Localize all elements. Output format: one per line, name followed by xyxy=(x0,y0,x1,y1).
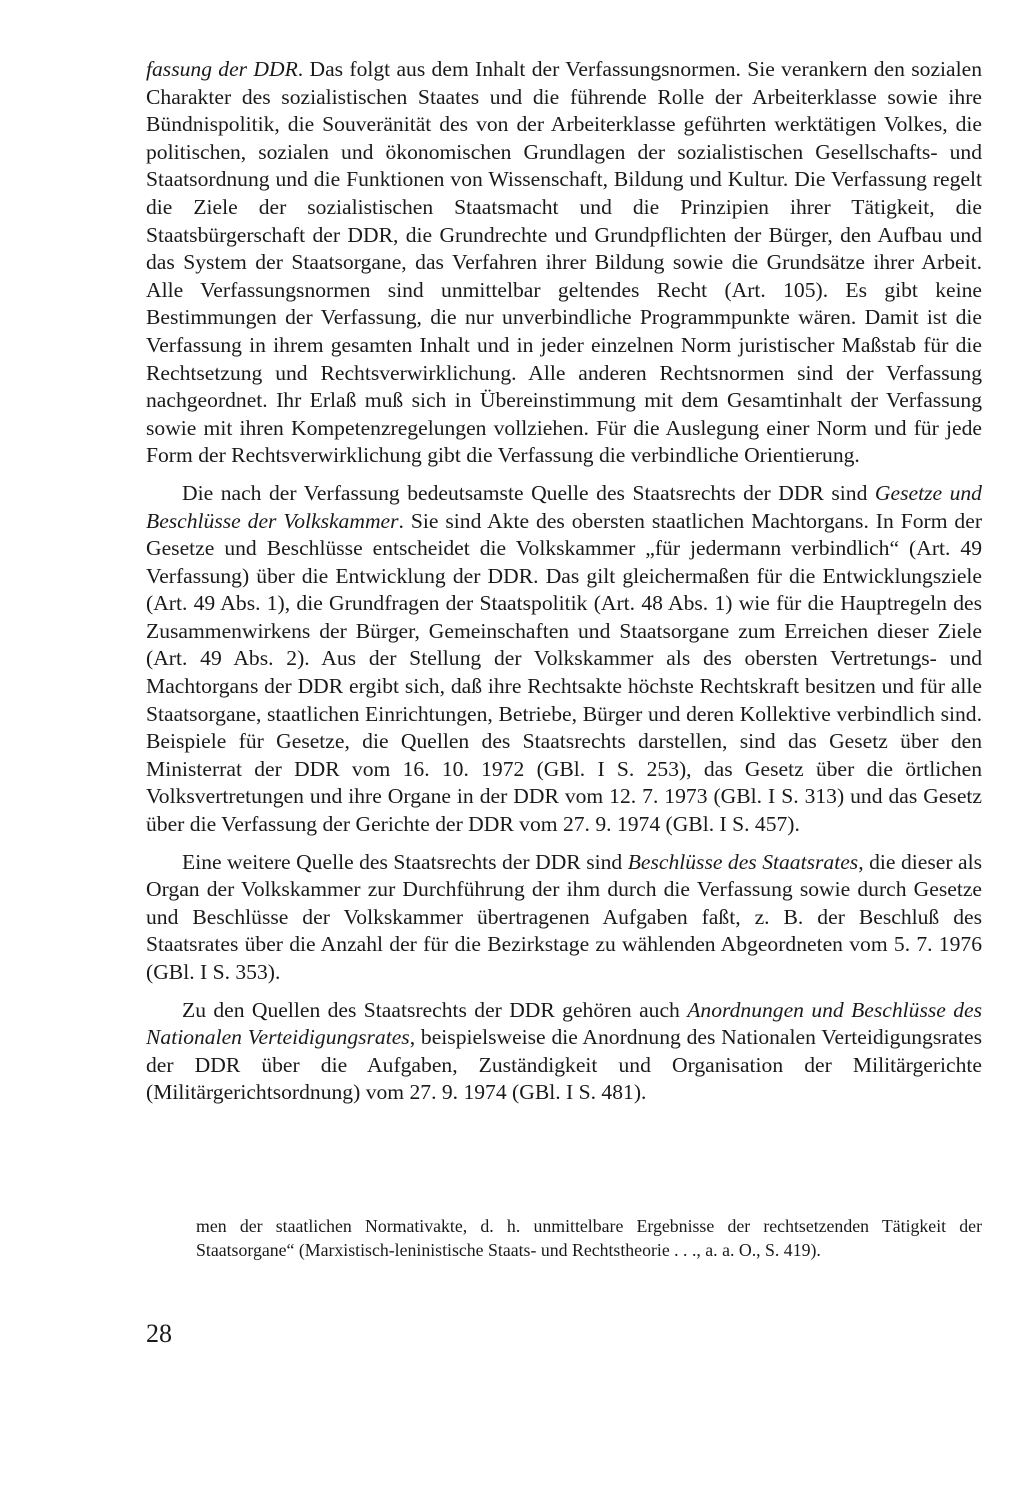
paragraph-text: , die dieser als Organ der Volkskammer zur Durchführung der ihm durch die Verfassung sowie durch Gesetze und Beschlüsse der Volkskammer übertragenen Aufgaben faßt, z. B. der Beschluß des Staatsrates über die Anzahl der für die Bezirkstage zu wählenden Abgeordneten vom 5. 7. 1976 (GBl. I S. 353). xyxy=(146,849,982,984)
emphasis-text: Anordnungen und Beschlüsse des Nationalen Verteidigungsrates xyxy=(146,997,982,1050)
paragraph-text: Die nach der Verfassung bedeutsamste Quelle des Staatsrechts der DDR sind xyxy=(182,480,875,505)
paragraph xyxy=(146,480,982,839)
page-number: 28 xyxy=(146,1319,172,1348)
paragraph-text: . Sie sind Akte des obersten staatlichen Machtorgans. In Form der Gesetze und Beschlüsse entscheidet die Volkskammer „für jedermann verbindlich“ (Art. 49 Verfassung) über die Entwicklung der DDR. Das gilt gleichermaßen für die Entwicklungsziele (Art. 49 Abs. 1), die Grundfragen der Staatspolitik (Art. 48 Abs. 1) wie für die Hauptregeln des Zusammenwirkens der Bürger, Gemeinschaften und Staatsorgane zum Erreichen dieser Ziele (Art. 49 Abs. 2). Aus der Stellung der Volkskammer als des obersten Vertretungs- und Machtorgans der DDR ergibt sich, daß ihre Rechtsakte höchste Rechtskraft besitzen und für alle Staatsorgane, staatlichen Einrichtungen, Betriebe, Bürger und deren Kollektive verbindlich sind. Beispiele für Gesetze, die Quellen des Staatsrechts darstellen, sind das Gesetz über den Ministerrat der DDR vom 16. 10. 1972 (GBl. I S. 253), das Gesetz über die örtlichen Volksvertretungen und ihre Organe in der DDR vom 12. 7. 1973 (GBl. I S. 313) und das Gesetz über die Verfassung der Gerichte der DDR vom 27. 9. 1974 (GBl. I S. 457). xyxy=(146,508,983,837)
body-text xyxy=(146,56,982,1117)
paragraph-text: , beispielsweise die Anordnung des Nationalen Verteidigungsrates der DDR über die Aufgaben, Zuständigkeit und Organisation der Militärgerichte (Militärgerichtsordnung) vom 27. 9. 1974 (GBl. I S. 481). xyxy=(146,1025,983,1105)
emphasis-text: Gesetze und Beschlüsse der Volkskammer xyxy=(146,480,982,533)
paragraph xyxy=(146,997,982,1107)
paragraph xyxy=(146,849,982,987)
paragraph-text: Eine weitere Quelle des Staatsrechts der DDR sind xyxy=(182,849,628,874)
footnote xyxy=(196,1214,982,1262)
paragraph-text: Zu den Quellen des Staatsrechts der DDR gehören auch xyxy=(182,997,688,1022)
emphasis-text: fassung der DDR xyxy=(146,57,298,81)
paragraph xyxy=(146,56,982,470)
emphasis-text: Beschlüsse des Staatsrates xyxy=(627,849,859,874)
footnote-text: men der staatlichen Normativakte, d. h. unmittelbare Ergebnisse der rechtsetzenden Tätigkeit der Staatsorgane“ (Marxistisch-leninistische Staats- und Rechtstheorie . . ., a. a. O., S. 419). xyxy=(196,1216,982,1260)
paragraph-text: . Das folgt aus dem Inhalt der Verfassungsnormen. Sie verankern den sozialen Charakter des sozialistischen Staates und die führende Rolle der Arbeiterklasse sowie ihre Bündnispolitik, die Souveränität des von der Arbeiterklasse geführten werktätigen Volkes, die politischen, sozialen und ökonomischen Grundlagen der sozialistischen Gesellschafts- und Staatsordnung und die Funktionen von Wissenschaft, Bildung und Kultur. Die Verfassung regelt die Ziele der sozialistischen Staatsmacht und die Prinzipien ihrer Tätigkeit, die Staatsbürgerschaft der DDR, die Grundrechte und Grundpflichten der Bürger, den Aufbau und das System der Staatsorgane, das Verfahren ihrer Bildung sowie die Grundsätze ihrer Arbeit. Alle Verfassungsnormen sind unmittelbar geltendes Recht (Art. 105). Es gibt keine Bestimmungen der Verfassung, die nur unverbindliche Programmpunkte wären. Damit ist die Verfassung in ihrem gesamten Inhalt und in jeder einzelnen Norm juristischer Maßstab für die Rechtsetzung und Rechtsverwirklichung. Alle anderen Rechtsnormen sind der Verfassung nachgeordnet. Ihr Erlaß muß sich in Übereinstimmung mit dem Gesamtinhalt der Verfassung sowie mit ihren Kompetenzregelungen vollziehen. Für die Auslegung einer Norm und für jede Form der Rechtsverwirklichung gibt die Verfassung die verbindliche Orientierung. xyxy=(146,57,982,468)
